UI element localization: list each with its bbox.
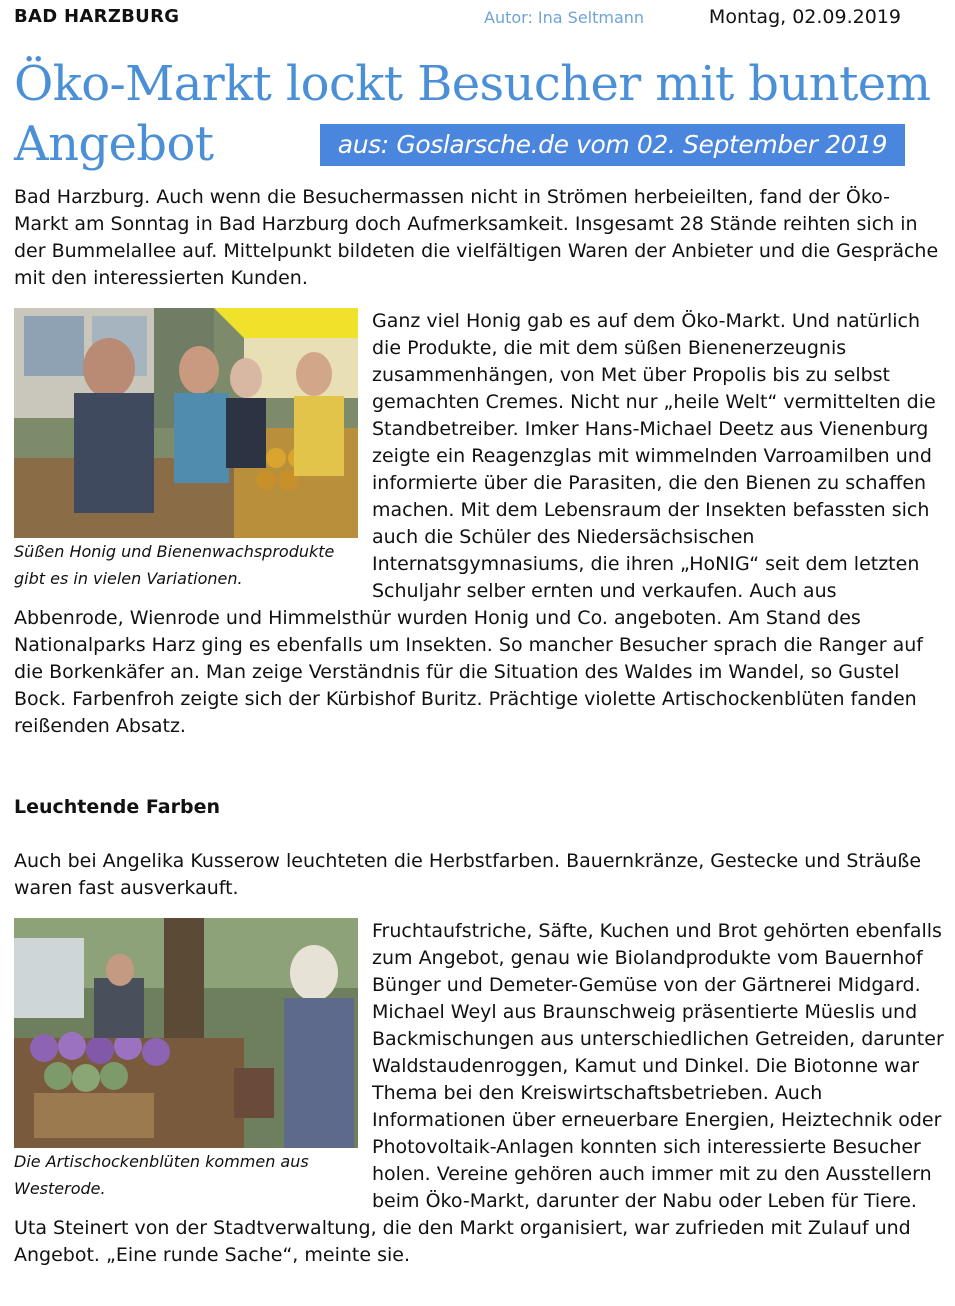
honey-paragraph: Ganz viel Honig gab es auf dem Öko-Markt. Und natürlich die Produkte, die mit dem süßen Bienenerzeugnis zusammenhängen, von Met über Propolis bis zu selbst gemachten Cremes. Nicht nur „heile Welt“ vermittelten die Standbetreiber. Imker Hans-Michael Deetz aus Vienenburg zeigte ein Reagenzglas mit wimmelnden Varroamilben und informierte über die Parasiten, die den Bienen zu schaffen machen. Mit dem Lebensraum der Insekten befassten sich auch die Schüler des Niedersächsischen Internatsgymnasiums, die ihren „HoNIG“ seit dem letzten Schuljahr selber ernten und verkaufen. Auch aus Abbenrode, Wienrode und Himmelsthür wurden Honig und Co. angeboten. Am Stand des Nationalparks Harz ging es ebenfalls um Insekten. So mancher Besucher sprach die Ranger auf die Borkenkäfer an. Man zeige Verständnis für die Situation des Waldes im Wandel, so Gustel Bock. Farbenfroh zeigte sich der Kürbishof Buritz. Prächtige violette Artischockenblüten fanden reißenden Absatz. — [14, 310, 936, 737]
products-paragraph: Fruchtaufstriche, Säfte, Kuchen und Brot gehörten ebenfalls zum Angebot, genau wie Biolandprodukte vom Bauernhof Bünger und Demeter-Gemüse von der Gärtnerei Midgard. Michael Weyl aus Braunschweig präsentierte Müeslis und Backmischungen aus unterschiedlichen Getreiden, darunter Waldstaudenroggen, Kamut und Dinkel. Die Biotonne war Thema bei den Kreiswirtschaftsbetrieben. Auch Informationen über erneuerbare Energien, Heiztechnik oder Photovoltaik-Anlagen konnten sich interessierte Besucher holen. Vereine gehören auch immer mit zu den Ausstellern beim Öko-Markt, darunter der Nabu oder Leben für Tiere. Uta Steinert von der Stadtverwaltung, die den Markt organisiert, war zufrieden mit Zulauf und Angebot. „Eine runde Sache“, meinte sie. — [14, 920, 944, 1266]
honey-figure-caption: Süßen Honig und Bienenwachsprodukte gibt es in vielen Variationen. — [14, 542, 335, 588]
location-label: BAD HARZBURG — [14, 6, 180, 27]
colors-paragraph: Auch bei Angelika Kusserow leuchteten die Herbstfarben. Bauernkränze, Gestecke und Sträuße waren fast ausverkauft. — [14, 850, 922, 899]
article-header — [14, 6, 901, 30]
artichoke-section — [14, 918, 946, 1269]
honey-market-photo — [14, 308, 358, 538]
honey-section — [14, 308, 944, 740]
artichoke-figure — [14, 918, 358, 1202]
date-label: Montag, 02.09.2019 — [708, 6, 901, 28]
author-label: Autor: Ina Seltmann — [484, 8, 645, 27]
section-heading: Leuchtende Farben — [14, 796, 220, 818]
artichoke-market-photo — [14, 918, 358, 1148]
source-badge: aus: Goslarsche.de vom 02. September 2019 — [320, 124, 905, 166]
article-title: Öko-Markt lockt Besucher mit buntem Angebot — [14, 56, 931, 172]
intro-paragraph: Bad Harzburg. Auch wenn die Besuchermassen nicht in Strömen herbeieilten, fand der Öko-Markt am Sonntag in Bad Harzburg doch Aufmerksamkeit. Insgesamt 28 Stände reihten sich in der Bummelallee auf. Mittelpunkt bildeten die vielfältigen Waren der Anbieter und die Gespräche mit den interessierten Kunden. — [14, 186, 939, 289]
honey-figure — [14, 308, 358, 592]
artichoke-figure-caption: Die Artischockenblüten kommen aus Westerode. — [14, 1152, 309, 1198]
